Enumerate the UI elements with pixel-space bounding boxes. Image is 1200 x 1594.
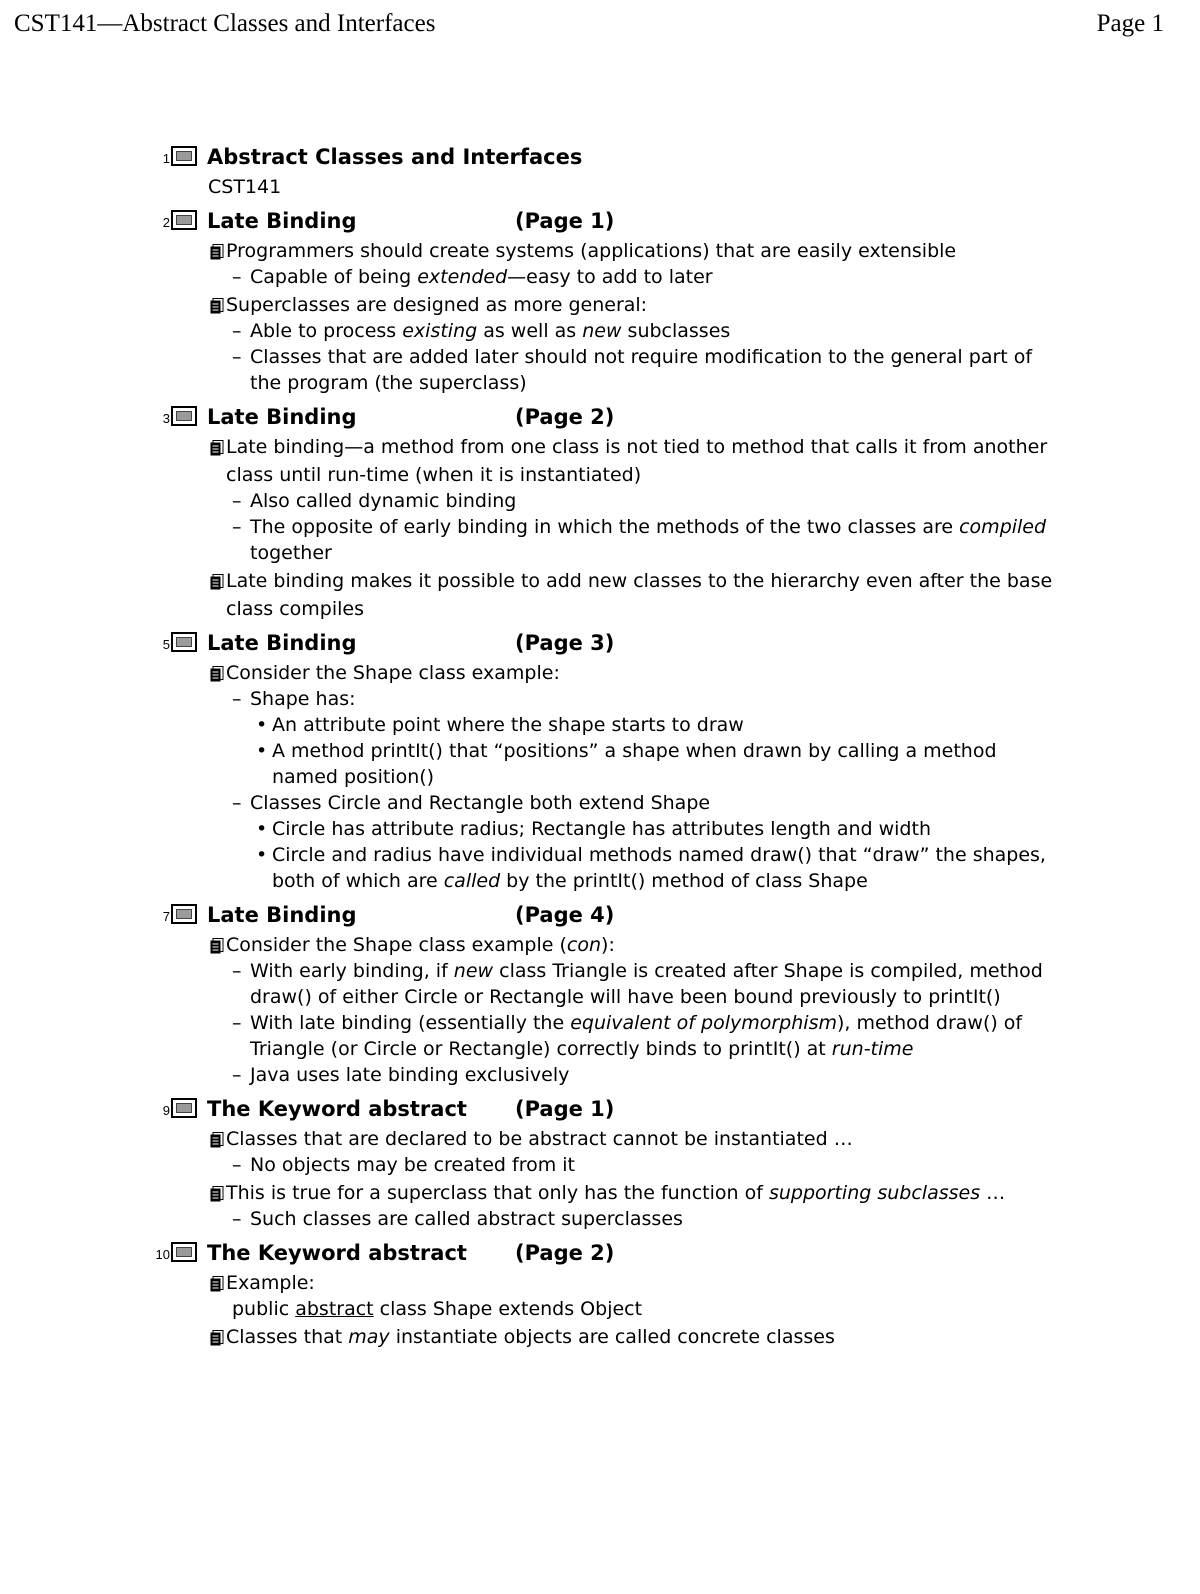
sub-bullet [148, 958, 1148, 984]
code-text: class Shape extends Object [373, 1298, 643, 1320]
emphasis: run-time [831, 1038, 914, 1060]
bullet [148, 1180, 1148, 1206]
sub-bullet-text: Capable of being [250, 266, 418, 288]
code-example [148, 1296, 1148, 1322]
sub-sub-bullet [148, 712, 1148, 738]
bullet-continuation: class compiles [226, 598, 364, 620]
slide-page-ref: (Page 3) [515, 631, 615, 655]
sub-bullet-text: Such classes are called abstract superclasses [250, 1208, 683, 1230]
sub-bullet [148, 1010, 1148, 1036]
dash-icon: – [232, 792, 242, 814]
sub-bullet-text: Able to process [250, 320, 403, 342]
dash-icon: – [232, 688, 242, 710]
bullet [148, 292, 1148, 318]
emphasis: called [443, 870, 501, 892]
bullet [148, 1324, 1148, 1350]
bullet [148, 238, 1148, 264]
bullet-text: Late binding—a method from one class is not tied to method that calls it from another [226, 436, 1048, 458]
slide-title: Abstract Classes and Interfaces [207, 145, 583, 169]
emphasis: may [348, 1326, 390, 1348]
emphasis: con [566, 934, 602, 956]
dot-icon: • [256, 714, 268, 736]
sub-sub-bullet-text: An attribute point where the shape starts to draw [272, 714, 744, 736]
slide-thumbnail-icon [171, 146, 197, 166]
sub-bullet-text: Classes that are added later should not require modification to the general part of [250, 346, 1033, 368]
sub-bullet-text: Also called dynamic binding [250, 490, 517, 512]
emphasis: extended [417, 266, 508, 288]
slide-9 [148, 1094, 1148, 1232]
sub-bullet [148, 488, 1148, 514]
slide-thumbnail-icon [171, 904, 197, 924]
notes-bullet-icon [210, 666, 224, 682]
sub-sub-bullet-text: A method printIt() that “positions” a shape when drawn by calling a method [272, 740, 997, 762]
slide-page-ref: (Page 2) [515, 405, 615, 429]
slide-page-ref: (Page 2) [515, 1241, 615, 1265]
bullet-text: Programmers should create systems (applications) that are easily extensible [226, 240, 957, 262]
dot-icon: • [256, 818, 268, 840]
dash-icon: – [232, 1012, 242, 1034]
outline [148, 142, 1148, 1356]
emphasis: compiled [959, 516, 1047, 538]
emphasis: new [453, 960, 494, 982]
sub-bullet [148, 686, 1148, 712]
sub-bullet-continuation [148, 1036, 1148, 1062]
notes-bullet-icon [210, 938, 224, 954]
sub-bullet [148, 1206, 1148, 1232]
slide-number: 2 [162, 215, 170, 230]
slide-5 [148, 628, 1148, 894]
dash-icon: – [232, 960, 242, 982]
bullet-text: Consider the Shape class example: [226, 662, 560, 684]
sub-bullet-text: Classes Circle and Rectangle both extend Shape [250, 792, 711, 814]
emphasis: existing [402, 320, 478, 342]
slide-3 [148, 402, 1148, 622]
sub-sub-bullet-text: Circle has attribute radius; Rectangle has attributes length and width [272, 818, 931, 840]
sub-bullet [148, 318, 1148, 344]
sub-sub-bullet [148, 816, 1148, 842]
notes-bullet-icon [210, 574, 224, 590]
dot-icon: • [256, 844, 268, 866]
bullet-text: Classes that [226, 1326, 349, 1348]
sub-bullet [148, 264, 1148, 290]
bullet-text: This is true for a superclass that only has the function of [226, 1182, 769, 1204]
sub-bullet [148, 514, 1148, 540]
sub-bullet-text: as well as [477, 320, 583, 342]
sub-bullet-continuation: together [250, 542, 332, 564]
sub-bullet-text: With early binding, if [250, 960, 454, 982]
sub-sub-bullet-text: by the printIt() method of class Shape [500, 870, 868, 892]
slide-number: 7 [162, 909, 170, 924]
dash-icon: – [232, 1064, 242, 1086]
bullet [148, 660, 1148, 686]
emphasis: equivalent of polymorphism [570, 1012, 837, 1034]
slide-thumbnail-icon [171, 210, 197, 230]
sub-bullet [148, 344, 1148, 370]
dot-icon: • [256, 740, 268, 762]
bullet-text: … [980, 1182, 1006, 1204]
slide-title: Late Binding [207, 631, 357, 655]
emphasis: new [582, 320, 622, 342]
slide-thumbnail-icon [171, 1242, 197, 1262]
slide-thumbnail-icon [171, 406, 197, 426]
dash-icon: – [232, 1208, 242, 1230]
sub-sub-bullet-text: both of which are [272, 870, 444, 892]
slide-1 [148, 142, 1148, 200]
bullet [148, 1126, 1148, 1152]
slide-thumbnail-icon [171, 632, 197, 652]
sub-sub-bullet [148, 738, 1148, 764]
dash-icon: – [232, 320, 242, 342]
bullet-text: Consider the Shape class example ( [226, 934, 567, 956]
slide-page-ref: (Page 1) [515, 209, 615, 233]
slide-number: 9 [162, 1103, 170, 1118]
slide-page-ref: (Page 4) [515, 903, 615, 927]
slide-number: 10 [155, 1247, 170, 1262]
sub-bullet-text: —easy to add to later [507, 266, 713, 288]
slide-number: 1 [162, 151, 170, 166]
bullet-text: ): [601, 934, 615, 956]
sub-bullet-text: class Triangle is created after Shape is compiled, method [493, 960, 1043, 982]
slide-number: 5 [162, 637, 170, 652]
slide-subtitle: CST141 [208, 176, 282, 198]
slide-10 [148, 1238, 1148, 1350]
bullet-text: Example: [226, 1272, 315, 1294]
sub-bullet-text: Java uses late binding exclusively [250, 1064, 570, 1086]
slide-7 [148, 900, 1148, 1088]
notes-bullet-icon [210, 1330, 224, 1346]
slide-title: The Keyword abstract [207, 1097, 467, 1121]
notes-bullet-icon [210, 298, 224, 314]
sub-bullet-text: ), method draw() of [836, 1012, 1023, 1034]
sub-bullet [148, 1152, 1148, 1178]
dash-icon: – [232, 346, 242, 368]
notes-bullet-icon [210, 1132, 224, 1148]
sub-bullet-continuation: the program (the superclass) [250, 372, 527, 394]
dash-icon: – [232, 266, 242, 288]
slide-2 [148, 206, 1148, 396]
dash-icon: – [232, 516, 242, 538]
sub-sub-bullet-text: Circle and radius have individual methods named draw() that “draw” the shapes, [272, 844, 1046, 866]
sub-bullet-text: subclasses [621, 320, 731, 342]
slide-title: Late Binding [207, 903, 357, 927]
slide-title: Late Binding [207, 209, 357, 233]
sub-sub-bullet-continuation [148, 868, 1148, 894]
sub-sub-bullet [148, 842, 1148, 868]
bullet [148, 434, 1148, 460]
sub-bullet-text: Triangle (or Circle or Rectangle) correctly binds to printIt() at [250, 1038, 832, 1060]
notes-bullet-icon [210, 244, 224, 260]
underlined-keyword: abstract [295, 1298, 374, 1320]
sub-bullet [148, 1062, 1148, 1088]
document-header-title: CST141—Abstract Classes and Interfaces [14, 10, 436, 37]
sub-sub-bullet-continuation: named position() [272, 766, 435, 788]
bullet-continuation: class until run-time (when it is instantiated) [226, 464, 642, 486]
dash-icon: – [232, 1154, 242, 1176]
sub-bullet [148, 790, 1148, 816]
slide-title: Late Binding [207, 405, 357, 429]
sub-bullet-text: No objects may be created from it [250, 1154, 575, 1176]
notes-bullet-icon [210, 1276, 224, 1292]
slide-title: The Keyword abstract [207, 1241, 467, 1265]
bullet [148, 932, 1148, 958]
slide-number: 3 [162, 411, 170, 426]
dash-icon: – [232, 490, 242, 512]
slide-thumbnail-icon [171, 1098, 197, 1118]
code-text: public [232, 1298, 296, 1320]
bullet-text: instantiate objects are called concrete classes [389, 1326, 835, 1348]
bullet-text: Superclasses are designed as more general: [226, 294, 648, 316]
notes-bullet-icon [210, 1186, 224, 1202]
notes-bullet-icon [210, 440, 224, 456]
bullet [148, 1270, 1148, 1296]
slide-page-ref: (Page 1) [515, 1097, 615, 1121]
bullet-text: Late binding makes it possible to add new classes to the hierarchy even after the base [226, 570, 1053, 592]
page-number: Page 1 [1096, 10, 1164, 37]
sub-bullet-text: Shape has: [250, 688, 356, 710]
sub-bullet-text: The opposite of early binding in which the methods of the two classes are [250, 516, 960, 538]
sub-bullet-continuation: draw() of either Circle or Rectangle will have been bound previously to printIt() [250, 986, 1001, 1008]
emphasis: supporting subclasses [768, 1182, 981, 1204]
sub-bullet-text: With late binding (essentially the [250, 1012, 571, 1034]
bullet-text: Classes that are declared to be abstract cannot be instantiated … [226, 1128, 853, 1150]
bullet [148, 568, 1148, 594]
